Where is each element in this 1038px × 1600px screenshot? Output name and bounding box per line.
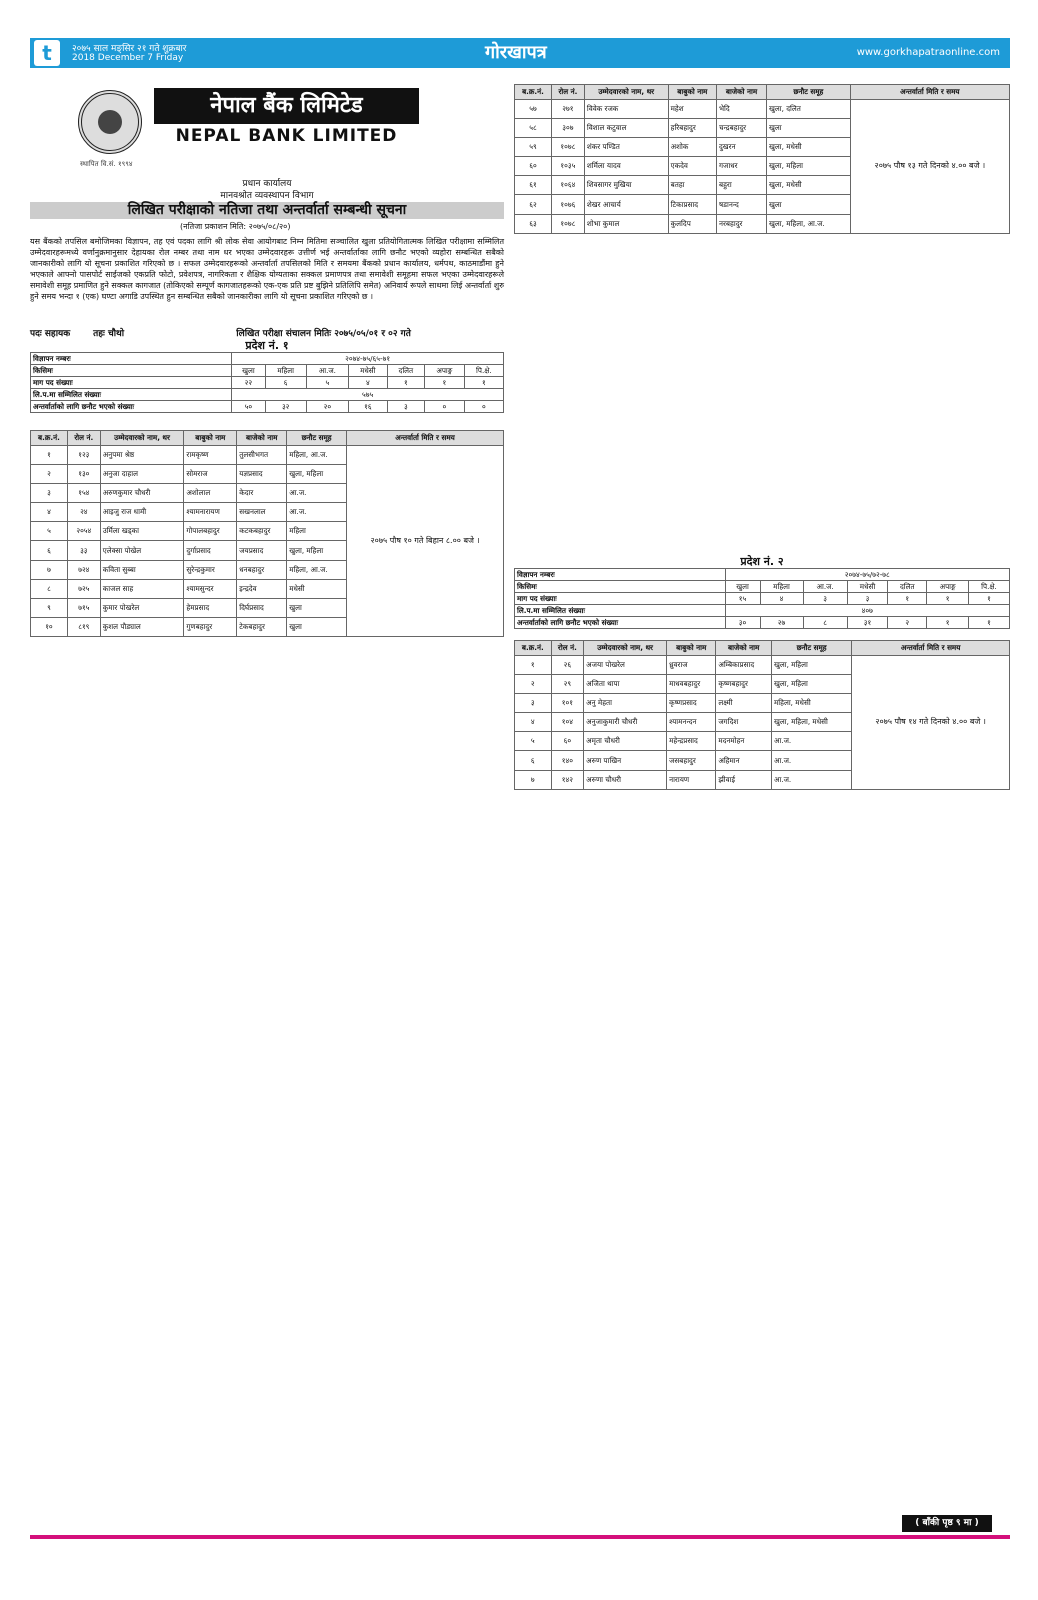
category-header: मधेसी: [348, 365, 387, 377]
father-cell: ध्रुवराज: [667, 656, 716, 675]
serial-cell: ५९: [515, 138, 552, 157]
bottom-rule: [30, 1535, 1010, 1539]
table-header-row: [31, 431, 504, 446]
demand-count: ३: [847, 593, 888, 605]
group-cell: खुला, महिला: [767, 157, 851, 176]
serial-cell: ५: [31, 522, 68, 541]
roll-cell: १०१: [551, 694, 584, 713]
roll-cell: २४: [67, 503, 100, 522]
table-row: [31, 446, 504, 465]
serial-cell: ५८: [515, 119, 552, 138]
grandfather-cell: कटकबहादुर: [237, 522, 287, 541]
serial-cell: ६३: [515, 214, 552, 233]
serial-cell: ६: [31, 541, 68, 560]
grandfather-cell: यज्ञप्रसाद: [237, 465, 287, 484]
name-cell: शंकर पण्डित: [584, 138, 668, 157]
group-cell: आ.ज.: [771, 732, 851, 751]
father-cell: एकदेव: [668, 157, 716, 176]
column-header: बाजेको नाम: [716, 641, 772, 656]
selected-count: ३०: [725, 617, 760, 629]
serial-cell: ५७: [515, 100, 552, 119]
roll-cell: १०४: [551, 713, 584, 732]
column-header: बाजेको नाम: [716, 85, 766, 100]
father-cell: श्यामनारायण: [184, 503, 237, 522]
serial-cell: ६२: [515, 195, 552, 214]
grandfather-cell: दुखरन: [716, 138, 766, 157]
category-header: खुला: [232, 365, 265, 377]
grandfather-cell: अहिमान: [716, 751, 772, 770]
group-cell: खुला: [287, 617, 347, 636]
name-cell: आइजु राज धामी: [100, 503, 184, 522]
notice-title: लिखित परीक्षाको नतिजा तथा अन्तर्वार्ता सम्बन्धी सूचना: [30, 202, 504, 219]
name-cell: शर्मिला यादव: [584, 157, 668, 176]
notice-intro: यस बैंकको तपसिल बमोजिमका विज्ञापन, तह एवं पदका लागि श्री लोक सेवा आयोगबाट निम्न मितिमा सञ्चालित खुला प्रतियोगितात्मक लिखित परीक्षामा सम्मिलित उम्मेदवारहरूमध्ये वर्णानुक्रमानुसार देहायका रोल नम्बर तथा नाम धर भएका उम्मेदवारहरू उत्तीर्ण भई अन्तर्वार्ताका लागि छनौट भएको व्यहोरा सम्बन्धित सबैको जानकारीको लागि यो सूचना प्रकाशित गरिएको छ । सफल उम्मेदवारहरूको अन्तर्वार्ता तपसिलको मिति र समयमा बैंकको प्रधान कार्यालय, धर्मपथ, काठमाडौंमा हुने भएकाले आफ्नो पासपोर्ट साईजको एकप्रति फोटो, प्रवेशपत्र, नागरिकता र शैक्षिक योग्यताका सक्कल प्रमाणपत्र तथा समावेशी समूहमा सफल भएका उम्मेदवारहरूले समावेशी समूह प्रमाणित हुने सक्कल कागजात (तोकिएको सम्पूर्ण कागजातहरूको एक-एक प्रति प्रष्ट बुझिने प्रतिलिपि समेत) अनिवार्य रूपले साथमा लिई अन्तर्वार्ता शुरु हुने समय भन्दा १ (एक) घण्टा अगाडि उपस्थित हुन सम्बन्धित सबैको जानकारीका लागि यो सूचना प्रकाशित गरिएको छ ।: [30, 237, 504, 301]
appeared-count: ५७५: [232, 389, 504, 401]
column-header: बाजेको नाम: [237, 431, 287, 446]
roll-cell: १३०: [67, 465, 100, 484]
column-header: अन्तर्वार्ता मिति र समय: [850, 85, 1009, 100]
grandfather-cell: तुलसीभगत: [237, 446, 287, 465]
grandfather-cell: झीवाई: [716, 770, 772, 789]
bank-name-english: NEPAL BANK LIMITED: [175, 126, 398, 146]
serial-cell: १: [515, 656, 552, 675]
selected-count: ५०: [232, 401, 265, 413]
roll-cell: १०७६: [551, 195, 584, 214]
demand-count: १: [464, 377, 503, 389]
group-cell: खुला, महिला, मधेसी: [771, 713, 851, 732]
candidate-table: [514, 84, 1010, 234]
candidate-table: [514, 640, 1010, 790]
adv-number: २०७४-७५/६५-७१: [232, 353, 504, 365]
serial-cell: ३: [515, 694, 552, 713]
grandfather-cell: टेकबहादुर: [237, 617, 287, 636]
selected-count: ३२: [265, 401, 306, 413]
group-cell: खुला, महिला: [287, 541, 347, 560]
father-cell: माधवबहादुर: [667, 675, 716, 694]
category-header: दलित: [387, 365, 424, 377]
interview-schedule-cell: २०७५ पौष १४ गते दिनको ४.०० बजे ।: [852, 656, 1010, 790]
roll-cell: १०७८: [551, 214, 584, 233]
category-header: अपाङ्ग: [927, 581, 969, 593]
father-cell: बतहा: [668, 176, 716, 195]
appeared-count: ४०७: [725, 605, 1009, 617]
selected-count: ३: [387, 401, 424, 413]
group-cell: खुला, महिला: [287, 465, 347, 484]
father-cell: सुरेन्द्रकुमार: [184, 560, 237, 579]
column-header: उम्मेदवारको नाम, थर: [100, 431, 184, 446]
serial-cell: २: [31, 465, 68, 484]
roll-cell: १२३: [67, 446, 100, 465]
name-cell: शोभा कुमाल: [584, 214, 668, 233]
roll-cell: २९: [551, 675, 584, 694]
pradesh2-summary: [514, 568, 1010, 629]
father-cell: श्यामनन्दन: [667, 713, 716, 732]
serial-cell: ६: [515, 751, 552, 770]
father-cell: सोमराज: [184, 465, 237, 484]
post-label: पदः सहायक: [30, 329, 71, 339]
table-header-row: [515, 641, 1010, 656]
grandfather-cell: धनबहादुर: [237, 560, 287, 579]
selected-count: ८: [803, 617, 847, 629]
roll-cell: ७१५: [67, 598, 100, 617]
level-label: तहः चौथो: [93, 329, 125, 339]
grandfather-cell: दिर्घप्रसाद: [237, 598, 287, 617]
column-header: छनौट समूह: [287, 431, 347, 446]
demand-count: ६: [265, 377, 306, 389]
father-cell: रामकृष्ण: [184, 446, 237, 465]
father-cell: महेश: [668, 100, 716, 119]
demand-count: १: [927, 593, 969, 605]
date-nepali: २०७५ साल मङ्सिर २१ गते शुक्रबार: [72, 44, 187, 54]
office-name: प्रधान कार्यालय: [242, 179, 292, 189]
name-cell: अनुजाकुमारी चौधरी: [584, 713, 667, 732]
father-cell: टिकाप्रसाद: [668, 195, 716, 214]
name-cell: अरुणकुमार चौधरी: [100, 484, 184, 503]
group-cell: आ.ज.: [771, 751, 851, 770]
appeared-label: लि.प.मा सम्मिलित संख्याः: [515, 605, 726, 617]
roll-cell: ७२५: [67, 579, 100, 598]
pradesh1-heading: प्रदेश नं. १: [245, 339, 289, 352]
name-cell: शेखर आचार्य: [584, 195, 668, 214]
grandfather-cell: बहुरा: [716, 176, 766, 195]
demand-count: १: [968, 593, 1009, 605]
selected-count: १: [927, 617, 969, 629]
father-cell: जसबहादुर: [667, 751, 716, 770]
serial-cell: १: [31, 446, 68, 465]
serial-cell: ९: [31, 598, 68, 617]
demand-count: २२: [232, 377, 265, 389]
pradesh2-heading: प्रदेश नं. २: [740, 555, 784, 568]
grandfather-cell: जगदिश: [716, 713, 772, 732]
roll-cell: १५४: [67, 484, 100, 503]
father-cell: हरिबहादुर: [668, 119, 716, 138]
bank-header: [70, 82, 430, 162]
roll-cell: ६०: [551, 732, 584, 751]
column-header: रोल नं.: [67, 431, 100, 446]
column-header: बाबुको नाम: [184, 431, 237, 446]
name-cell: कविता सुब्बा: [100, 560, 184, 579]
selected-count: ३१: [847, 617, 888, 629]
grandfather-cell: षडानन्द: [716, 195, 766, 214]
group-cell: खुला: [767, 195, 851, 214]
roll-cell: १४२: [551, 770, 584, 789]
serial-cell: ३: [31, 484, 68, 503]
group-cell: मधेसी: [287, 579, 347, 598]
column-header: ब.क्र.नं.: [31, 431, 68, 446]
father-cell: नारायण: [667, 770, 716, 789]
roll-cell: १०३५: [551, 157, 584, 176]
type-label: किसिमः: [515, 581, 726, 593]
name-cell: अमृता चौधरी: [584, 732, 667, 751]
column-header: बाबुको नाम: [668, 85, 716, 100]
serial-cell: ५: [515, 732, 552, 751]
roll-cell: १०६४: [551, 176, 584, 195]
father-cell: कुलदिप: [668, 214, 716, 233]
paper-name: गोरखापत्र: [485, 42, 547, 63]
group-cell: आ.ज.: [287, 503, 347, 522]
demand-count: ४: [348, 377, 387, 389]
demand-count: १: [424, 377, 464, 389]
demand-count: १५: [725, 593, 760, 605]
father-cell: श्यामसुन्दर: [184, 579, 237, 598]
website-link[interactable]: www.gorkhapatraonline.com: [856, 47, 1000, 58]
column-header: ब.क्र.नं.: [515, 641, 552, 656]
pradesh1-summary: [30, 352, 504, 413]
date-english: 2018 December 7 Friday: [72, 53, 184, 63]
group-cell: खुला, महिला: [771, 675, 851, 694]
column-header: अन्तर्वार्ता मिति र समय: [852, 641, 1010, 656]
bank-tagline: स्थापित वि.सं. १९९४: [80, 160, 133, 168]
type-label: किसिमः: [31, 365, 232, 377]
father-cell: कृष्णप्रसाद: [667, 694, 716, 713]
name-cell: अरुण पाखिन: [584, 751, 667, 770]
selected-count: ०: [424, 401, 464, 413]
serial-cell: ७: [31, 560, 68, 579]
publication-date: (नतिजा प्रकाशन मिति: २०७५/०८/२०): [180, 222, 291, 231]
roll-cell: २७१: [551, 100, 584, 119]
selected-count: १: [968, 617, 1009, 629]
roll-cell: २६: [551, 656, 584, 675]
serial-cell: ७: [515, 770, 552, 789]
name-cell: विवेक रजक: [584, 100, 668, 119]
selected-count: २७: [760, 617, 803, 629]
group-cell: खुला, महिला: [771, 656, 851, 675]
category-header: खुला: [725, 581, 760, 593]
father-cell: अशोलाल: [184, 484, 237, 503]
roll-cell: २०५४: [67, 522, 100, 541]
group-cell: खुला, महिला, आ.ज.: [767, 214, 851, 233]
grandfather-cell: अम्बिकाप्रसाद: [716, 656, 772, 675]
name-cell: अजया पोखरेल: [584, 656, 667, 675]
group-cell: महिला, आ.ज.: [287, 446, 347, 465]
grandfather-cell: सखनलाल: [237, 503, 287, 522]
demand-label: माग पद संख्याः: [31, 377, 232, 389]
name-cell: एलेक्सा पोखेल: [100, 541, 184, 560]
interview-schedule-cell: २०७५ पौष १० गते बिहान ८.०० बजे ।: [347, 446, 504, 637]
name-cell: उर्मिला खड्का: [100, 522, 184, 541]
serial-cell: २: [515, 675, 552, 694]
category-header: मधेसी: [847, 581, 888, 593]
column-header: छनौट समूह: [767, 85, 851, 100]
roll-cell: १४०: [551, 751, 584, 770]
grandfather-cell: जयप्रसाद: [237, 541, 287, 560]
group-cell: महिला, मधेसी: [771, 694, 851, 713]
demand-count: ३: [803, 593, 847, 605]
selected-label: अन्तर्वार्ताको लागि छनौट भएको संख्याः: [515, 617, 726, 629]
category-header: आ.ज.: [803, 581, 847, 593]
grandfather-cell: नरबहादुर: [716, 214, 766, 233]
roll-cell: १०७८: [551, 138, 584, 157]
department-name: मानवश्रोत व्यवस्थापन विभाग: [220, 191, 314, 201]
name-cell: अनुपमा श्रेष्ठ: [100, 446, 184, 465]
group-cell: महिला: [287, 522, 347, 541]
group-cell: आ.ज.: [771, 770, 851, 789]
column-header: उम्मेदवारको नाम, थर: [584, 641, 667, 656]
name-cell: कुशल पौड्याल: [100, 617, 184, 636]
roll-cell: ७२४: [67, 560, 100, 579]
grandfather-cell: चन्द्रबहादुर: [716, 119, 766, 138]
roll-cell: ३०७: [551, 119, 584, 138]
exam-date-label: लिखित परीक्षा संचालन मितिः २०७५/०५/०१ र ०२ गते: [236, 329, 411, 339]
selected-count: १६: [348, 401, 387, 413]
candidate-table: [30, 430, 504, 637]
father-cell: दुर्गाप्रसाद: [184, 541, 237, 560]
roll-cell: ८१९: [67, 617, 100, 636]
grandfather-cell: मदनमोहन: [716, 732, 772, 751]
group-cell: आ.ज.: [287, 484, 347, 503]
group-cell: खुला, मधेसी: [767, 138, 851, 157]
group-cell: महिला, आ.ज.: [287, 560, 347, 579]
column-header: रोल नं.: [551, 85, 584, 100]
selected-label: अन्तर्वार्ताको लागि छनौट भएको संख्याः: [31, 401, 232, 413]
grandfather-cell: भेदि: [716, 100, 766, 119]
selected-count: २०: [306, 401, 348, 413]
continued-notice: ( बाँकी पृष्ठ ९ मा ): [902, 1515, 992, 1532]
adv-number: २०७४-७५/७२-७८: [725, 569, 1009, 581]
name-cell: काजल साह: [100, 579, 184, 598]
serial-cell: १०: [31, 617, 68, 636]
roll-cell: ३३: [67, 541, 100, 560]
table-header-row: [515, 85, 1010, 100]
name-cell: विशाल कटुवाल: [584, 119, 668, 138]
group-cell: खुला, मधेसी: [767, 176, 851, 195]
column-header: रोल नं.: [551, 641, 584, 656]
name-cell: अनु मेहता: [584, 694, 667, 713]
interview-schedule-cell: २०७५ पौष १३ गते दिनको ४.०० बजे ।: [850, 100, 1009, 234]
serial-cell: ४: [515, 713, 552, 732]
category-header: महिला: [760, 581, 803, 593]
father-cell: अशोक: [668, 138, 716, 157]
group-cell: खुला, दलित: [767, 100, 851, 119]
grandfather-cell: इन्द्रदेव: [237, 579, 287, 598]
category-header: पि.क्षे.: [968, 581, 1009, 593]
grandfather-cell: केदार: [237, 484, 287, 503]
masthead-bar: [30, 38, 1010, 68]
demand-label: माग पद संख्याः: [515, 593, 726, 605]
grandfather-cell: लक्ष्मी: [716, 694, 772, 713]
father-cell: महेन्द्रप्रसाद: [667, 732, 716, 751]
name-cell: अजिता थापा: [584, 675, 667, 694]
group-cell: खुला: [767, 119, 851, 138]
selected-count: २: [888, 617, 927, 629]
category-header: महिला: [265, 365, 306, 377]
name-cell: अरुणा चौधरी: [584, 770, 667, 789]
father-cell: गुणबहादुर: [184, 617, 237, 636]
name-cell: शिवसागर मुखिया: [584, 176, 668, 195]
demand-count: ५: [306, 377, 348, 389]
serial-cell: ८: [31, 579, 68, 598]
name-cell: कुमार पोखरेल: [100, 598, 184, 617]
gorkhapatra-logo-icon: t: [34, 40, 60, 66]
grandfather-cell: गजाधर: [716, 157, 766, 176]
appeared-label: लि.प.मा सम्मिलित संख्याः: [31, 389, 232, 401]
selected-count: ०: [464, 401, 503, 413]
group-cell: खुला: [287, 598, 347, 617]
father-cell: हेमप्रसाद: [184, 598, 237, 617]
adv-label: विज्ञापन नम्बरः: [515, 569, 726, 581]
adv-label: विज्ञापन नम्बरः: [31, 353, 232, 365]
category-header: दलित: [888, 581, 927, 593]
bank-emblem-icon: [78, 90, 142, 154]
column-header: छनौट समूह: [771, 641, 851, 656]
column-header: उम्मेदवारको नाम, थर: [584, 85, 668, 100]
serial-cell: ६१: [515, 176, 552, 195]
demand-count: १: [888, 593, 927, 605]
category-header: आ.ज.: [306, 365, 348, 377]
table-row: [515, 656, 1010, 675]
column-header: अन्तर्वार्ता मिति र समय: [347, 431, 504, 446]
bank-name-nepali: नेपाल बैंक लिमिटेड: [154, 88, 419, 124]
column-header: ब.क्र.नं.: [515, 85, 552, 100]
office-block: [30, 178, 504, 202]
father-cell: गोपालबहादुर: [184, 522, 237, 541]
table-row: [515, 100, 1010, 119]
serial-cell: ६०: [515, 157, 552, 176]
grandfather-cell: कृष्णबहादुर: [716, 675, 772, 694]
serial-cell: ४: [31, 503, 68, 522]
column-header: बाबुको नाम: [667, 641, 716, 656]
category-header: अपाङ्ग: [424, 365, 464, 377]
demand-count: १: [387, 377, 424, 389]
name-cell: अनुजा दाहाल: [100, 465, 184, 484]
category-header: पि.क्षे.: [464, 365, 503, 377]
demand-count: ४: [760, 593, 803, 605]
